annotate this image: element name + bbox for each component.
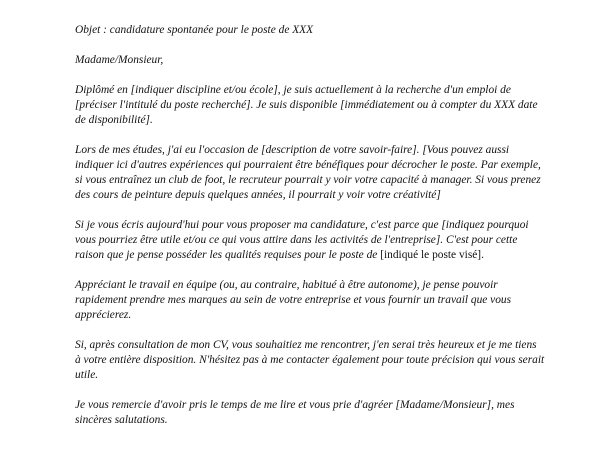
letter-paragraph-1: Diplômé en [indiquer discipline et/ou école], je suis actuellement à la recherche d'un emploi de [préciser l'intitulé du poste recherché]. Je suis disponible [immédiatement ou à compter du XXX date de disponibilité]. (75, 84, 538, 126)
letter-body (75, 23, 545, 443)
letter-paragraph-3 (75, 218, 545, 263)
letter-closing: Je vous remercie d'avoir pris le temps de me lire et vous prie d'agréer [Madame/Monsieur], mes sincères salutations. (75, 399, 515, 426)
letter-paragraph-2: Lors de mes études, j'ai eu l'occasion de [description de votre savoir-faire]. [Vous pouvez aussi indiquer ici d'autres expériences qui pourraient être bénéfiques pour décrocher le poste. Par exemple, si vous entraînez un club de foot, le recruteur pourrait y voir votre capacité à manager. Si vous prenez des cours de peinture depuis quelques années, il pourrait y voir votre créativité] (75, 144, 541, 201)
letter-paragraph-4: Appréciant le travail en équipe (ou, au contraire, habitué à être autonome), je pense pouvoir rapidement prendre mes marques au sein de votre entreprise et vous fournir un travail que vous apprécierez. (75, 279, 512, 321)
letter-paragraph-3-tail: [indiqué le poste visé]. (380, 249, 484, 261)
letter-paragraph-5: Si, après consultation de mon CV, vous souhaitiez me rencontrer, j'en serai très heureux et je me tiens à votre entière disposition. N'hésitez pas à me contacter également pour toute précision qui vous serait utile. (75, 339, 545, 381)
letter-paragraph-3-main: Si je vous écris aujourd'hui pour vous proposer ma candidature, c'est parce que [indiquez pourquoi vous pourriez être utile et/ou ce qui vous attire dans les activités de l'entreprise]. C'est pour cette raison que je pense posséder les qualités requises pour le poste de (75, 219, 529, 261)
letter-subject: Objet : candidature spontanée pour le poste de XXX (75, 24, 314, 36)
letter-salutation: Madame/Monsieur, (75, 54, 164, 66)
